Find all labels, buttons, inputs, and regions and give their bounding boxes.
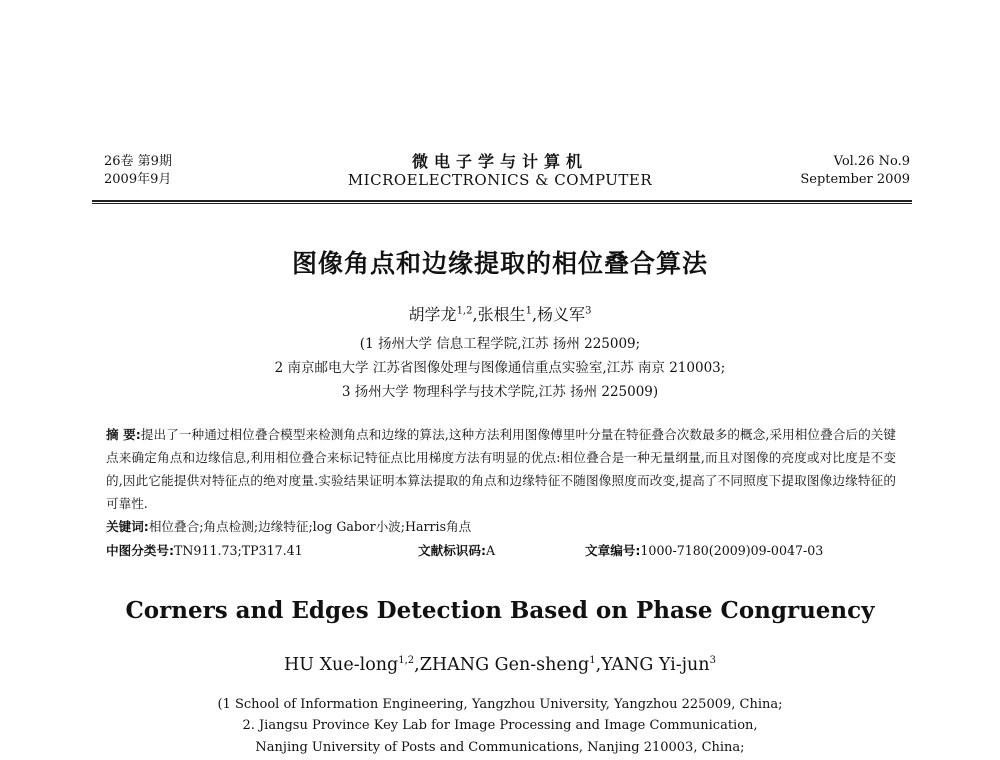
keywords-text: 相位叠合;角点检测;边缘特征;log Gabor小波;Harris角点 (148, 519, 472, 534)
affiliation-en-1: (1 School of Information Engineering, Yangzhou University, Yangzhou 225009, China; (217, 697, 783, 712)
authors-cn (0, 302, 1000, 325)
author-sep: , (531, 305, 538, 324)
author-2-en: ZHANG Gen-sheng (419, 655, 590, 675)
author-sep: , (472, 305, 478, 324)
doc-code-field (418, 540, 585, 559)
classification-row (106, 540, 896, 559)
doc-code-label: 文献标识码: (418, 543, 487, 558)
article-number-label: 文章编号: (585, 543, 641, 558)
keywords-cn (106, 516, 471, 535)
author-3-sup: 3 (585, 305, 592, 317)
abstract-label: 摘 要: (106, 427, 141, 442)
date-cn: 2009年9月 (104, 172, 172, 187)
author-sep: , (595, 655, 602, 675)
keywords-label: 关键词: (106, 519, 149, 534)
article-number-value: 1000-7180(2009)09-0047-03 (640, 543, 824, 558)
author-1-sup: 1,2 (456, 305, 473, 317)
doc-code-value: A (486, 543, 496, 558)
abstract-cn (106, 423, 896, 515)
author-sep: , (414, 655, 420, 675)
header-rule-thin (92, 203, 912, 204)
journal-name-en: MICROELECTRONICS & COMPUTER (347, 171, 653, 189)
affiliation-cn-1: (1 扬州大学 信息工程学院,江苏 扬州 225009; (359, 336, 641, 352)
author-1-en: HU Xue-long (284, 655, 399, 675)
author-2-cn: 张根生 (477, 305, 526, 324)
author-3-en-sup: 3 (709, 655, 716, 667)
volume-en: Vol.26 No.9 (833, 154, 910, 169)
affiliation-en-2: 2. Jiangsu Province Key Lab for Image Processing and Image Communication, (242, 718, 758, 733)
affiliation-cn-2: 2 南京邮电大学 江苏省图像处理与图像通信重点实验室,江苏 南京 210003; (274, 360, 726, 376)
date-en: September 2009 (800, 172, 910, 187)
article-number-field (585, 540, 823, 559)
clc-value: TN911.73;TP317.41 (174, 543, 303, 558)
clc-label: 中图分类号: (106, 543, 175, 558)
author-1-en-sup: 1,2 (398, 655, 415, 667)
volume-cn: 26卷 第9期 (104, 154, 172, 169)
header-rule-thick (92, 200, 912, 202)
author-1-cn: 胡学龙 (408, 305, 457, 324)
paper-title-cn: 图像角点和边缘提取的相位叠合算法 (291, 249, 708, 278)
affiliation-en-3: Nanjing University of Posts and Communications, Nanjing 210003, China; (255, 740, 745, 755)
clc-field (106, 540, 418, 559)
author-2-sup: 1 (525, 305, 532, 317)
author-3-cn: 杨义军 (537, 305, 586, 324)
header-volume-en (800, 153, 910, 189)
abstract-text: 提出了一种通过相位叠合模型来检测角点和边缘的算法,这种方法利用图像傅里叶分量在特征叠合次数最多的概念,采用相位叠合后的关键点来确定角点和边缘信息,利用相位叠合来标记特征点比用梯度方法有明显的优点:相位叠合是一种无量纲量,而且对图像的亮度或对比度是不变的,因此它能提供对特征点的绝对度量.实验结果证明本算法提取的角点和边缘特征不随图像照度而改变,提高了不同照度下提取图像边缘特征的可靠性. (106, 427, 896, 511)
author-3-en: YANG Yi-jun (601, 655, 710, 675)
journal-name-cn: 微电子学与计算机 (411, 152, 588, 171)
authors-en (0, 655, 1000, 675)
paper-title-en: Corners and Edges Detection Based on Phase Congruency (125, 597, 875, 624)
author-2-en-sup: 1 (589, 655, 596, 667)
affiliation-cn-3: 3 扬州大学 物理科学与技术学院,江苏 扬州 225009) (341, 384, 659, 400)
